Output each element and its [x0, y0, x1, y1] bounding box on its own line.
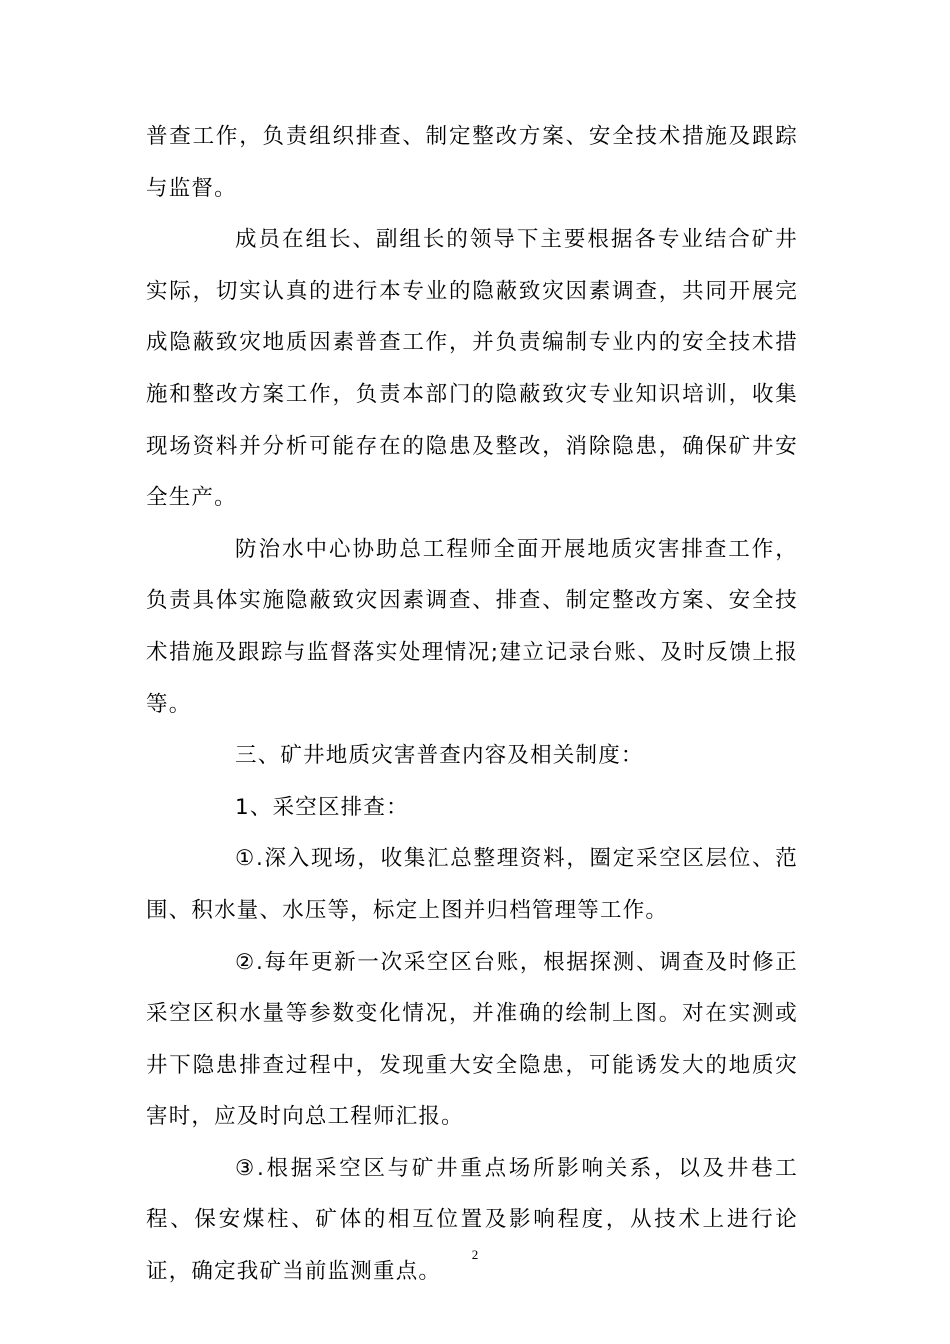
list-item-paragraph: ②.每年更新一次采空区台账，根据探测、调查及时修正采空区积水量等参数变化情况，并准确的绘制上图。对在实测或井下隐患排查过程中，发现重大安全隐患，可能诱发大的地质灾害时，应及时向总工程师汇报。: [146, 949, 798, 1130]
document-body: [146, 111, 798, 1298]
paragraph: 防治水中心协助总工程师全面开展地质灾害排查工作，负责具体实施隐蔽致灾因素调查、排查、制定整改方案、安全技术措施及跟踪与监督落实处理情况;建立记录台账、及时反馈上报等。: [146, 536, 798, 717]
subsection-heading: 1、采空区排查：: [235, 794, 409, 820]
list-item-paragraph: ①.深入现场，收集汇总整理资料，圈定采空区层位、范围、积水量、水压等，标定上图并归档管理等工作。: [146, 846, 798, 923]
section-heading: 三、矿井地质灾害普查内容及相关制度：: [235, 743, 644, 769]
page-number: 2: [471, 1247, 479, 1262]
paragraph: 成员在组长、副组长的领导下主要根据各专业结合矿井实际，切实认真的进行本专业的隐蔽致灾因素调查，共同开展完成隐蔽致灾地质因素普查工作，并负责编制专业内的安全技术措施和整改方案工作，负责本部门的隐蔽致灾专业知识培训，收集现场资料并分析可能存在的隐患及整改，消除隐患，确保矿井安全生产。: [146, 227, 798, 511]
paragraph: 普查工作，负责组织排查、制定整改方案、安全技术措施及跟踪与监督。: [146, 124, 798, 201]
list-item-paragraph: ③.根据采空区与矿井重点场所影响关系，以及井巷工程、保安煤柱、矿体的相互位置及影响程度，从技术上进行论证，确定我矿当前监测重点。: [146, 1155, 798, 1285]
